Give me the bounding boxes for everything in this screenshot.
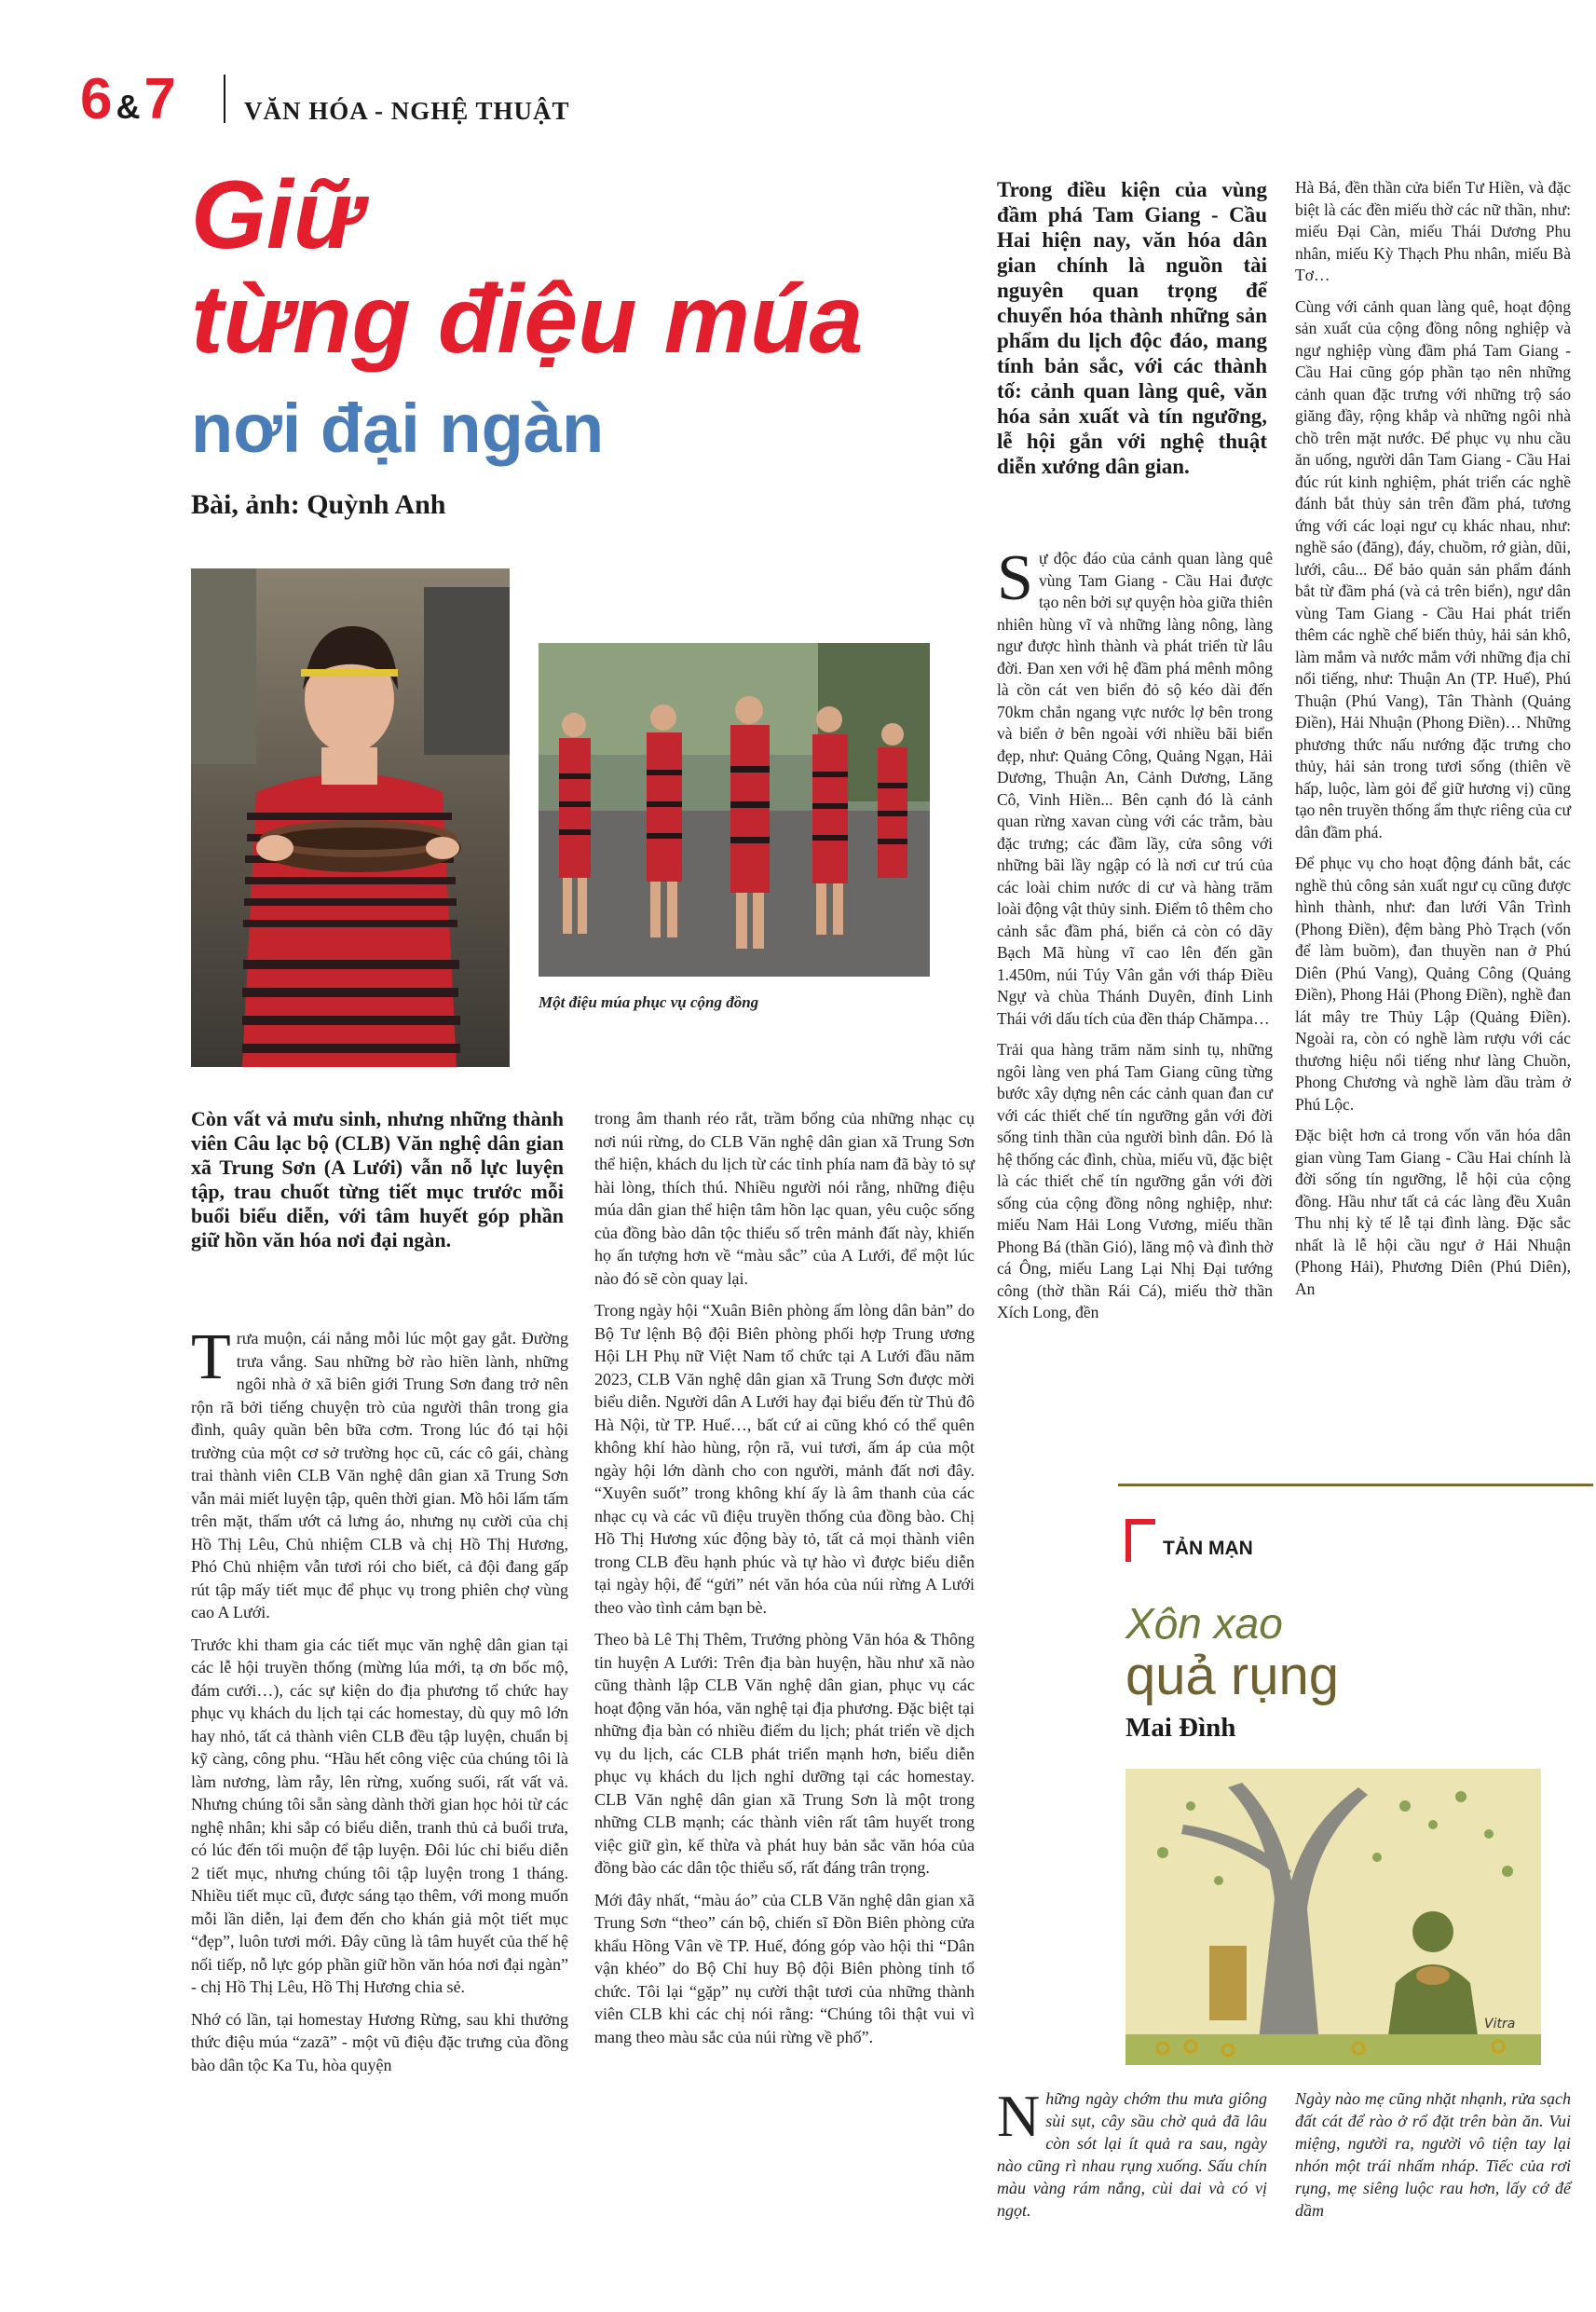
photo-dancers [539,643,930,977]
headline-line-2: từng điệu múa [191,266,864,374]
feature-tag: TẢN MẠN [1163,1538,1253,1559]
headline-line-3: nơi đại ngàn [191,390,605,467]
article-column-1 [191,1321,568,2086]
col1-paragraph-2: Trước khi tham gia các tiết mục văn nghệ dân gian tại các lễ hội truyền thống (mừng lúa mới, tạ ơn bốc mộ, đám cưới…), các sự kiện do địa phương tổ chức hay phục vụ khách du lịch tại các homestay, dù quy mô lớn hay nhỏ, tất cả thành viên CLB đều tập luyện, chuẩn bị kỹ càng, công phu. “Hầu hết công việc của chúng tôi là làm nương, làm rẫy, lên rừng, xuống suối, rất vất vả. Nhưng chúng tôi sẵn sàng dành thời gian học hỏi từ các nghệ nhân; khi sắp có biểu diễn, tranh thủ cả buổi trưa, có lúc đến tối muộn để tập luyện. Đôi lúc chỉ biểu diễn 2 tiết mục, nhưng chúng tôi tập luyện trong 1 tháng. Nhiều tiết mục cũ, được sáng tạo thêm, với mong muốn mỗi lần diễn, lại đem đến cho khán giả một tiết mục “đẹp”, luôn tươi mới. Đây cũng là tâm huyết của thế hệ nối tiếp, nỗ lực góp phần giữ hồn văn hóa nơi đại ngàn” - chị Hồ Thị Lêu, Hồ Thị Hương chia sẻ. [191,1635,568,1996]
feature-tag-bracket [1125,1519,1155,1562]
col2-paragraph-3: Theo bà Lê Thị Thêm, Trưởng phòng Văn hóa & Thông tin huyện A Lưới: Trên địa bàn huyện, hầu như xã nào cũng thành lập CLB Văn nghệ dân gian, phục vụ các hoạt động văn hóa, văn nghệ tại địa phương. Đặc biệt tại những địa bàn có nhiều điểm du lịch; phát triển về dịch vụ du lịch, các CLB phát triển mạnh hơn, biểu diễn phục vụ khách du lịch nghỉ dưỡng tại các homestay. CLB Văn nghệ dân gian xã Trung Sơn là một trong những CLB mạnh; các thành viên rất tâm huyết trong việc giữ gìn, kế thừa và phát huy bản sắc văn hóa của đồng bào các dân tộc thiểu số, rất đáng trân trọng. [594,1630,975,1877]
section-title: VĂN HÓA - NGHỆ THUẬT [244,97,570,125]
right-article-lead: Trong điều kiện của vùng đầm phá Tam Giang - Cầu Hai hiện nay, văn hóa dân gian chính là nguồn tài nguyên quan trọng để chuyển hóa thành những sản phẩm du lịch độc đáo, mang tính bản sắc, với các thành tố: cảnh quan làng quê, văn hóa sản xuất và tín ngưỡng, lễ hội gắn với nghệ thuật diễn xướng dân gian. [997,178,1267,478]
dropcap-s: S [997,542,1033,614]
photo-woman-with-basket [191,568,510,1067]
page-number [80,67,176,131]
feature-title-line-1: Xôn xao [1125,1599,1283,1648]
header-divider [224,75,225,123]
feature-title-line-2: quả rụng [1125,1646,1339,1706]
feature-divider [1118,1484,1593,1486]
right-paragraph-6: Đặc biệt hơn cả trong vốn văn hóa dân gian vùng Tam Giang - Cầu Hai chính là đời sống tín ngưỡng, lễ hội của cộng đồng. Hầu như tất cả các làng đều Xuân Thu nhị kỳ tế lễ tại đình làng. Đặc sắc nhất là lễ hội cầu ngư ở Hải Nhuận (Phong Hải), Phương Diên (Phú Diên), An [1295,1126,1571,1298]
headline-line-1: Giữ [191,161,363,269]
col1-paragraph-3: Nhớ có lần, tại homestay Hương Rừng, sau khi thưởng thức điệu múa “zazã” - một vũ điệu đặc trưng của đồng bào dân tộc Ka Tu, hòa quyện [191,2009,568,2074]
article-intro: Còn vất vả mưu sinh, nhưng những thành viên Câu lạc bộ (CLB) Văn nghệ dân gian xã Trung Sơn (A Lưới) vẫn nỗ lực luyện tập, trau chuốt từng tiết mục trước mỗi buổi biểu diễn, với tâm huyết góp phần giữ hồn văn hóa nơi đại ngàn. [191,1107,564,1252]
dropcap-n: N [997,2083,1041,2149]
col1-paragraph-1: rưa muộn, cái nắng mỗi lúc một gay gắt. Đường trưa vắng. Sau những bờ rào hiền lành, những ngôi nhà ở xã biên giới Trung Sơn đang trở nên rộn rã bởi tiếng chuyện trò của người thân trong gia đình, quây quần bên bữa cơm. Trong lúc đó tại hội trường của một cơ sở trường học cũ, các cô gái, chàng trai thành viên CLB Văn nghệ dân gian xã Trung Sơn vẫn mải miết luyện tập, quên thời gian. Mồ hôi lấm tấm trên mặt, thấm ướt cả lưng áo, nhưng nụ cười của chị Hồ Thị Lêu, Chủ nhiệm CLB và chị Hồ Thị Hương, Phó Chủ nhiệm vẫn tươi rói cho biết, cả đội đang gấp rút tập mấy tiết mục để phục vụ trong phiên chợ vùng cao A Lưới. [191,1329,568,1621]
feature-paragraph-1: hững ngày chớm thu mưa giông sùi sụt, cây sầu chờ quả đã lâu còn sót lại ít quả ra sau, ngày nào cũng rì nhau rụng xuống. Sấu chín màu vàng rám nắng, cùi dai và có vị ngọt. [997,2089,1267,2220]
feature-illustration [1125,1769,1541,2065]
right-paragraph-2: Trải qua hàng trăm năm sinh tụ, những ngôi làng ven phá Tam Giang cũng từng bước xây dựng nên các cảnh quan đan cư với các thiết chế tín ngưỡng gắn với đời sống tinh thần của người bình dân. Đó là hệ thống các đình, chùa, miếu vũ, đặc biệt là các thiết chế tín ngưỡng gắn với đời sống của cộng đồng nông nghiệp, như: miếu Nam Hải Long Vương, miếu thần Phong Bá (thần Gió), lăng mộ và đình thờ cá Ông, miếu Lang Lại Nhị Đại tướng công (thờ thần Rái Cá), miếu thờ thần Xích Long, đền [997,1040,1273,1321]
right-article-column-1 [997,542,1273,1334]
right-paragraph-4: Cùng với cảnh quan làng quê, hoạt động sản xuất của cộng đồng nông nghiệp và ngư nghiệp vùng đầm phá Tam Giang - Cầu Hai cũng góp phần tạo nên những cảnh quan đặc trưng với những trộ sáo giăng đầy, rộng khắp và những ngôi nhà chồ trên mặt nước. Để phục vụ nhu cầu ăn uống, người dân Tam Giang - Cầu Hai đúc rút kinh nghiệm, phát triển các nghề đánh bắt thủy sản trên đầm phá, tương ứng với các loại ngư cụ khác nhau, như: nghề sáo (đăng), đáy, chuồm, rớ giàn, dũi, lưới, câu... Để bảo quản sản phẩm đánh bắt từ đầm phá (và cả trên biển), ngư dân vùng Tam Giang - Cầu Hai phát triển thêm các nghề chế biến thủy, hải sản khô, làm mắm và nước mắm với những địa chỉ nổi tiếng, như: Thuận An (TP. Huế), Phú Thuận (Phú Vang), Tân Thành (Quảng Điền), Hải Nhuận (Phong Điền)… Những phương thức nấu nướng đặc trưng cho thủy, hải sản trong tươi sống (thiên về hấp, luộc, làm gỏi để giữ hương vị) cũng tạo nên truyền thống ẩm thực riêng của cư dân đầm phá. [1295,296,1571,841]
right-paragraph-5: Để phục vụ cho hoạt động đánh bắt, các nghề thủ công sản xuất ngư cụ cũng được hình thành, như: đan lưới Vân Trình (Phong Điền), đệm bàng Phò Trạch (vốn để làm buồm), đan thuyền nan ở Phú Diên (Phú Vang), Quảng Công (Quảng Điền), Phong Hải (Phong Điền), nghề đan lát mây tre Thủy Lập (Quảng Điền). Ngoài ra, còn có nghề làm rượu với các thương hiệu nổi tiếng như làng Chuồn, Phong Chương và nghề làm dầu tràm ở Phú Lộc. [1295,854,1571,1114]
col2-paragraph-4: Mới đây nhất, “màu áo” của CLB Văn nghệ dân gian xã Trung Sơn “theo” cán bộ, chiến sĩ Đồn Biên phòng cửa khẩu Hồng Vân về TP. Huế, đóng góp vào hội thi “Dân vận khéo” do Bộ Chỉ huy Bộ đội Biên phòng tỉnh tổ chức. Tôi lại “gặp” nụ cười thật tươi của những thành viên CLB khi các chị nói rằng: “Chúng tôi thật vui vì mang theo màu sắc của núi rừng về phố”. [594,1890,975,2046]
col2-paragraph-1: trong âm thanh réo rắt, trầm bổng của những nhạc cụ nơi núi rừng, do CLB Văn nghệ dân gian xã Trung Sơn thể hiện, khách du lịch từ các tỉnh phía nam đã bày tỏ sự hài lòng, thích thú. Nhiều người nói rằng, những điệu múa dân gian thể hiện tâm hồn lạc quan, yêu cuộc sống của đồng bào dân tộc thiểu số trên mảnh đất này, khiến họ ấn tượng hơn về “màu sắc” của A Lưới, để một lúc nào đó sẽ còn quay lại. [594,1109,975,1288]
page-number-left: 6 [80,67,113,131]
page-number-right: 7 [143,67,176,131]
feature-column-2: Ngày nào mẹ cũng nhặt nhạnh, rửa sạch đất cát để rào ở rổ đặt trên bàn ăn. Vui miệng, người ra, người vô tiện tay lại nhón một trái nhấm nháp. Tiếc của rơi rụng, mẹ siêng luộc rau hơn, lấy cớ để dầm [1295,2089,1571,2220]
right-paragraph-1: ự độc đáo của cảnh quan làng quê vùng Tam Giang - Cầu Hai được tạo nên bởi sự quyện hòa giữa thiên nhiên hùng vĩ và những làng nông, làng ngư được hình thành và phát triển từ lâu đời. Đan xen với hệ đầm phá mênh mông là cồn cát ven biển đỏ sộ kéo dài đến 70km chắn ngang vực nước lợ bên trong và biển ở bên ngoài với nhiều bãi biển đẹp, như: Quảng Công, Quảng Ngạn, Hải Dương, Thuận An, Cảnh Dương, Lăng Cô, Vinh Hiền... Bên cạnh đó là cảnh quan rừng xavan cùng với các trằm, bàu đặc trưng; các đầm lầy, cửa sông với những bãi lầy ngập có là nơi cư trú của các loài chim nước di cư và hàng trăm loài động vật thủy sinh. Điểm tô thêm cho cảnh sắc đầm phá, biển cả còn có dãy Bạch Mã hùng vĩ cao lên đến gần 1.450m, núi Túy Vân gắn với tháp Điều Ngự và chùa Thánh Duyên, đỉnh Linh Thái với dấu tích của đền tháp Chămpa… [997,549,1273,1028]
article-column-2 [594,1107,975,2058]
illustration-signature: Vitra [1484,2017,1516,2032]
photo-caption: Một điệu múa phục vụ cộng đồng [539,993,759,1011]
feature-column-1 [997,2083,1267,2222]
col2-paragraph-2: Trong ngày hội “Xuân Biên phòng ấm lòng dân bản” do Bộ Tư lệnh Bộ đội Biên phòng phối hợp Trung ương Hội LH Phụ nữ Việt Nam tổ chức tại A Lưới đầu năm 2023, CLB Văn nghệ dân gian xã Trung Sơn được mời biểu diễn. Người dân A Lưới hay đại biểu đến từ Thủ đô Hà Nội, từ TP. Huế…, bất cứ ai cũng khó có thể quên không khí hào hùng, rộn rã, vui tươi, ấm áp của một ngày hội lớn dành cho con người, mảnh đất nơi đây. “Xuyên suốt” trong không khí ấy là âm thanh của các nhạc cụ và các vũ điệu truyền thống của đồng bào. Chị Hồ Thị Hương xúc động bày tỏ, tất cả mọi thành viên trong CLB đều hạnh phúc và tự hào vì được biểu diễn tại ngày hội, để “gửi” nét văn hóa của núi rừng A Lưới theo vào tình cảm bạn bè. [594,1301,975,1617]
right-article-column-2 [1295,177,1571,1309]
byline: Bài, ảnh: Quỳnh Anh [191,489,446,520]
dropcap-t: T [191,1321,231,1393]
feature-author: Mai Đình [1125,1713,1236,1743]
page-number-amp: & [116,88,141,126]
right-paragraph-3: Hà Bá, đền thần cửa biển Tư Hiền, và đặc biệt là các đền miếu thờ các nữ thần, như: miếu Đại Càn, miếu Thái Dương Phu nhân, miếu Kỳ Thạch Phu nhân, miếu Bà Tơ… [1295,178,1571,284]
